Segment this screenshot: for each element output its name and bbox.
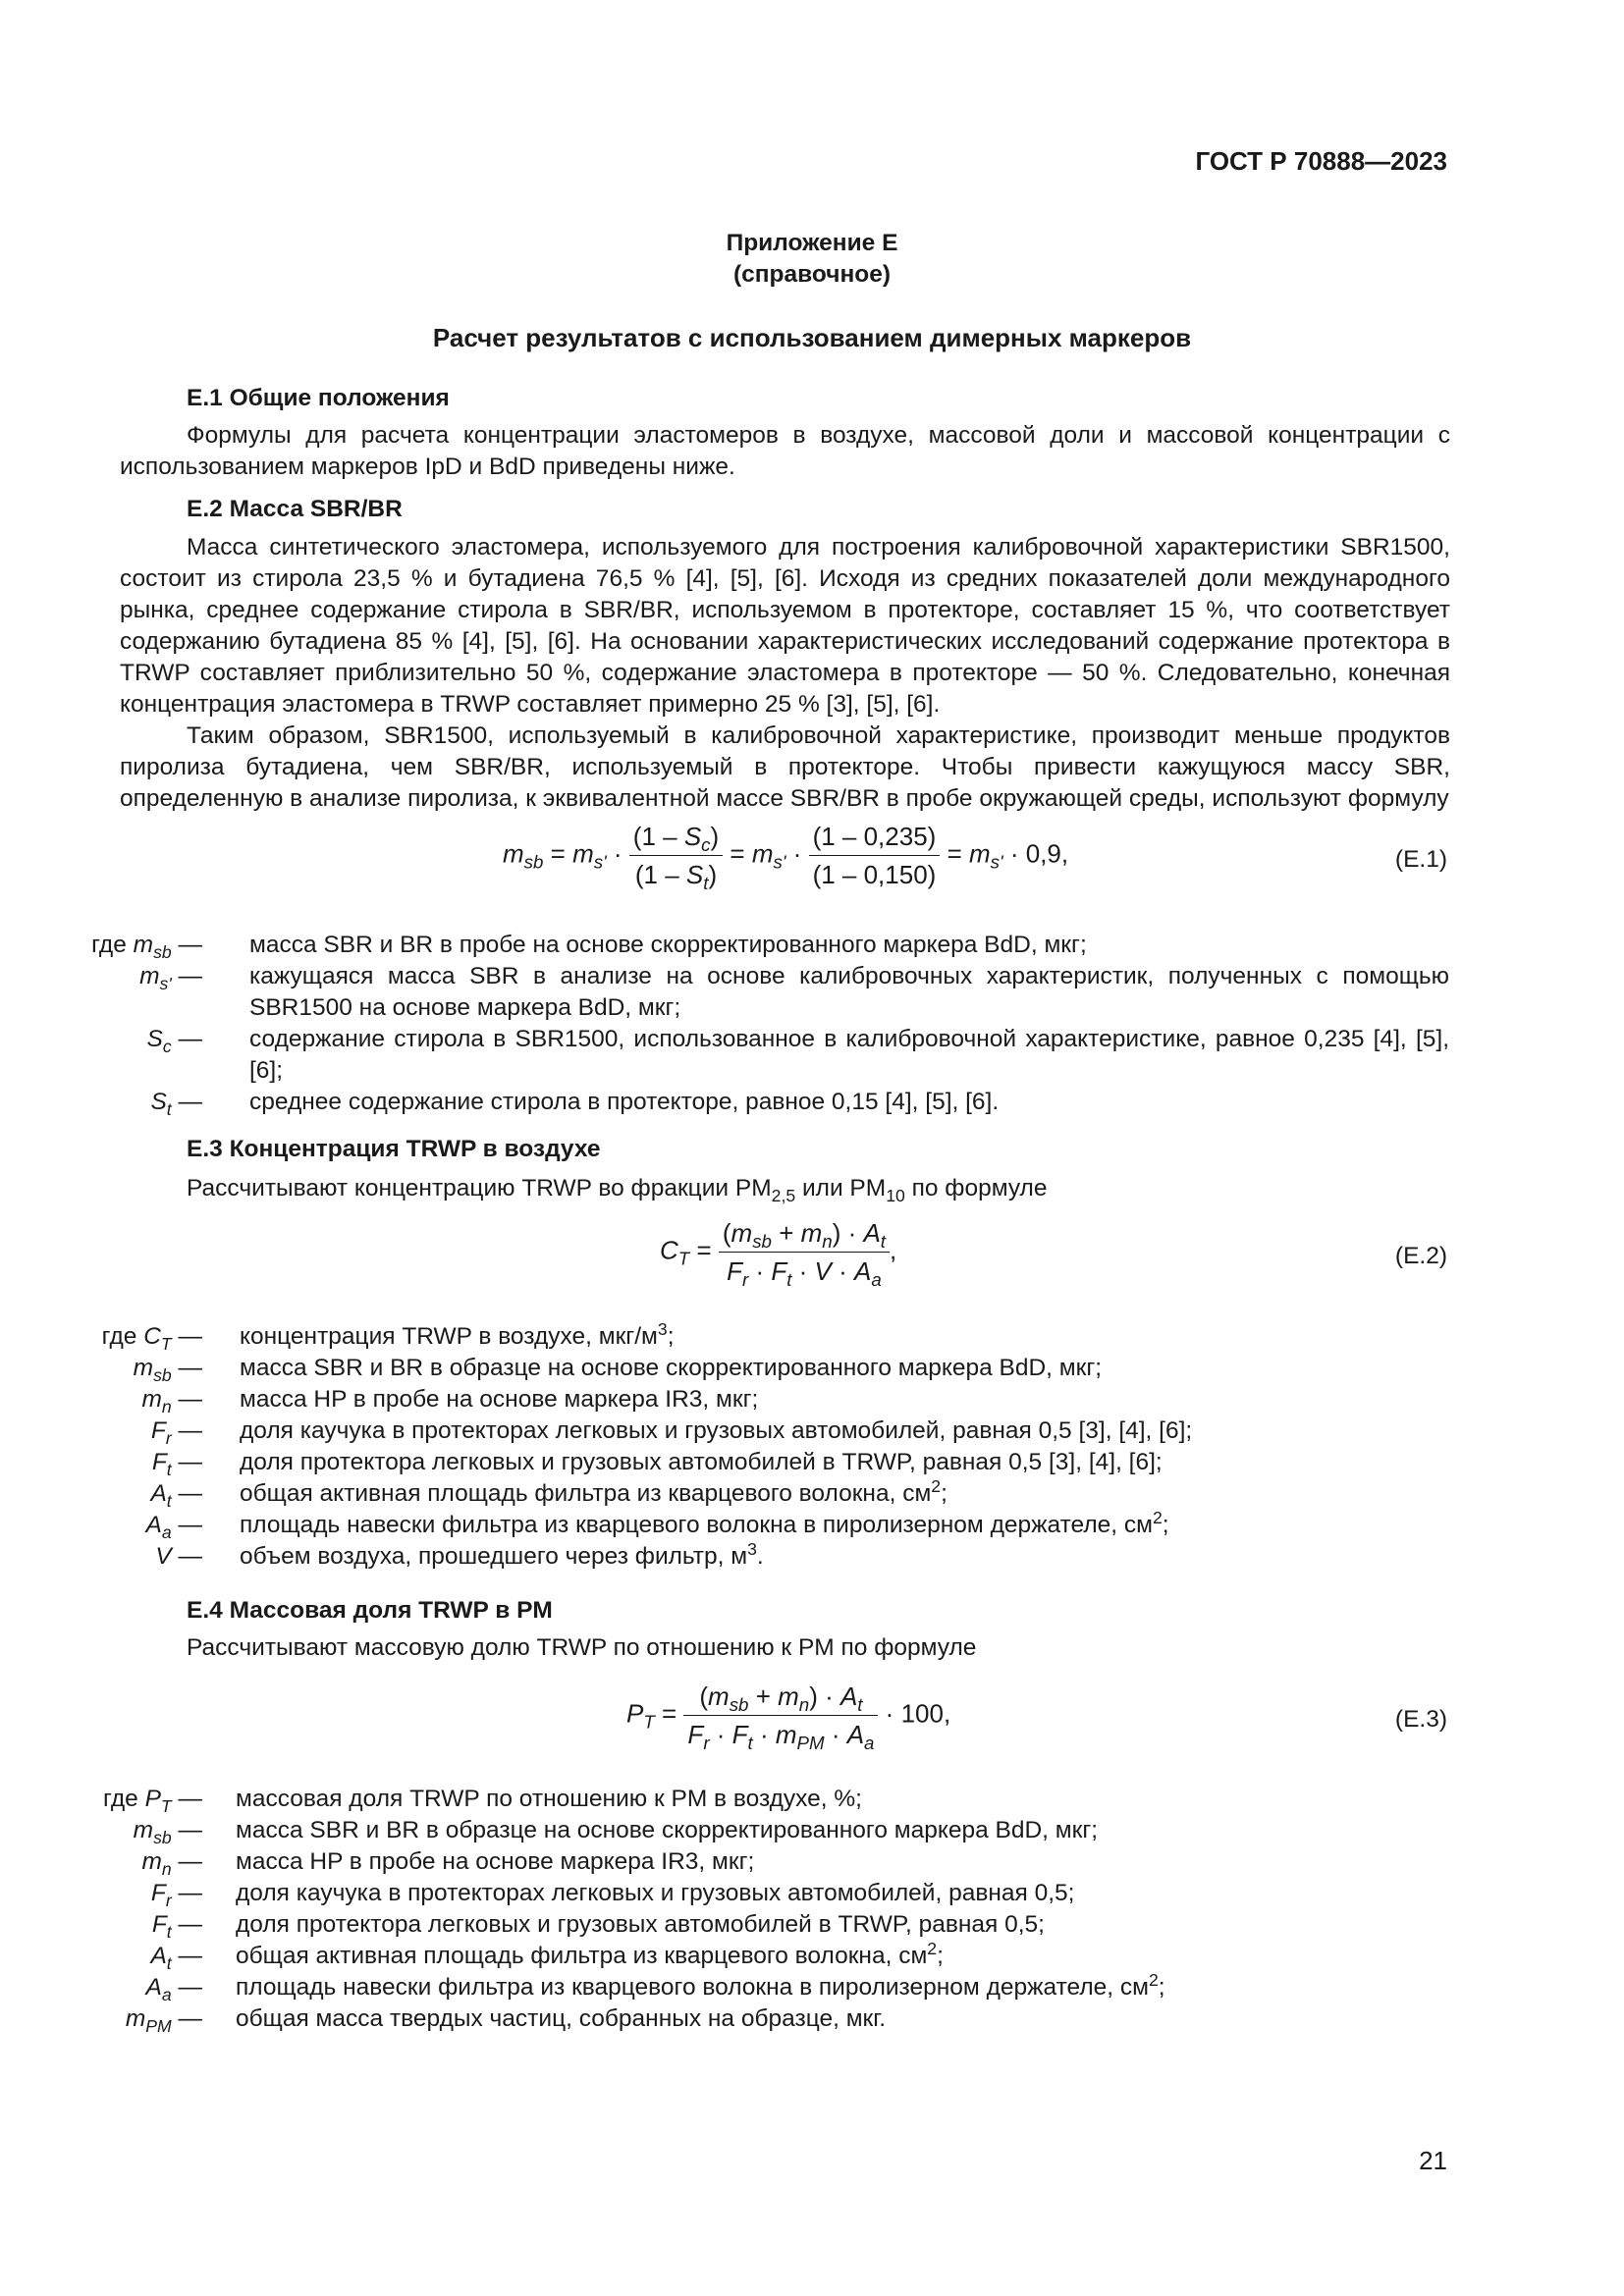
section-e4-intro: Рассчитывают массовую долю TRWP по отношению к PM по формуле bbox=[187, 1634, 977, 1661]
legend-row bbox=[0, 1784, 1624, 1815]
section-e1-text bbox=[120, 420, 1450, 483]
legend-description: доля протектора легковых и грузовых автомобилей в TRWP, равная 0,5 [3], [4], [6]; bbox=[240, 1449, 1163, 1475]
legend-description: кажущаяся масса SBR в анализе на основе калибровочных характеристик, полученных с помощью SBR1500 на основе маркера BdD, мкг; bbox=[249, 963, 1449, 1021]
legend-row bbox=[0, 1538, 1624, 1573]
legend-symbol: где $m_{sb}$ — bbox=[91, 932, 202, 962]
legend-row bbox=[0, 1384, 1624, 1415]
formula-e2 bbox=[0, 1217, 1624, 1296]
legend-symbol: $A_a$ — bbox=[145, 1974, 202, 2004]
legend-row bbox=[0, 1087, 1624, 1118]
formula-e3-expression: $P_T$ = $\frac{(m_{sb} + m_n) \cdot A_t}{F_r \cdot F_t \cdot m_{PM} \cdot A_a}$ · 100, bbox=[626, 1682, 951, 1754]
legend-row bbox=[0, 1024, 1624, 1087]
appendix-title: Приложение Е bbox=[726, 230, 898, 256]
section-e3-intro: Рассчитывают концентрацию TRWP во фракции $PM_{2,5}$ или $PM_{10}$ по формуле bbox=[187, 1175, 1048, 1205]
legend-symbol: $m_{sb}$ — bbox=[133, 1817, 202, 1847]
section-e4-heading: Е.4 Массовая доля TRWP в PM bbox=[187, 1597, 553, 1624]
legend-symbol: $F_t$ — bbox=[151, 1449, 202, 1479]
legend-row bbox=[0, 1475, 1624, 1511]
legend-symbol: $A_t$ — bbox=[150, 1943, 202, 1973]
legend-row bbox=[0, 1507, 1624, 1542]
section-e2-heading: Е.2 Масса SBR/BR bbox=[187, 496, 403, 522]
legend-row bbox=[0, 1447, 1624, 1478]
formula-e1-number: (Е.1) bbox=[1394, 846, 1447, 873]
legend-description: массовая доля TRWP по отношению к PM в воздухе, %; bbox=[236, 1786, 862, 1812]
legend-row bbox=[0, 1415, 1624, 1447]
legend-description: масса SBR и BR в образце на основе скорректированного маркера BdD, мкг; bbox=[240, 1355, 1103, 1381]
legend-description: доля протектора легковых и грузовых автомобилей в TRWP, равная 0,5; bbox=[236, 1911, 1045, 1938]
page-number: 21 bbox=[1419, 2146, 1447, 2175]
paragraph: Масса синтетического эластомера, используемого для построения калибровочной характеристики SBR1500, состоит из стирола 23,5 % и бутадиена 76,5 % [4], [5], [6]. Исходя из средних показателей доли международного рынка, среднее содержание стирола в SBR/BR, используемом в протекторе, составляет 15 %, что соответствует содержанию бутадиена 85 % [4], [5], [6]. На основании характеристических исследований содержание протектора в TRWP составляет приблизительно 50 %, содержание эластомера в протекторе — 50 %. Следовательно, конечная концентрация эластомера в TRWP составляет примерно 25 % [3], [5], [6]. bbox=[120, 534, 1450, 718]
legend-symbol: $F_t$ — bbox=[151, 1911, 202, 1942]
legend-description: доля каучука в протекторах легковых и грузовых автомобилей, равная 0,5; bbox=[236, 1880, 1075, 1906]
formula-e1-expression: $m_{sb} = m_{s'}$ · $\frac{(1 - S_c)}{(1 - S_t)}$ = $m_{s'}$ · $\frac{(1 - 0,235)}{(1 - 0,150)}$ = $m_{s'} \cdot 0,9$, bbox=[503, 822, 1069, 894]
legend-row bbox=[0, 1938, 1624, 1973]
section-e1-heading: Е.1 Общие положения bbox=[187, 385, 450, 411]
formula-e2-legend bbox=[0, 1318, 1624, 1573]
legend-symbol: $A_a$ — bbox=[145, 1512, 202, 1542]
appendix-type: (справочное) bbox=[732, 261, 892, 288]
legend-description: общая активная площадь фильтра из кварцевого волокна, $см^2$; bbox=[240, 1475, 947, 1507]
formula-e2-number: (Е.2) bbox=[1394, 1243, 1447, 1269]
document-title: Расчет результатов с использованием димерных маркеров bbox=[432, 323, 1192, 352]
legend-description: масса SBR и BR в образце на основе скорректированного маркера BdD, мкг; bbox=[236, 1817, 1099, 1843]
legend-row bbox=[0, 1846, 1624, 1878]
legend-row bbox=[0, 1878, 1624, 1909]
legend-description: доля каучука в протекторах легковых и грузовых автомобилей, равная 0,5 [3], [4], [6]; bbox=[240, 1417, 1193, 1444]
legend-symbol: $F_r$ — bbox=[150, 1880, 202, 1910]
legend-row bbox=[0, 1815, 1624, 1846]
formula-e3 bbox=[0, 1681, 1624, 1759]
legend-symbol: $S_c$ — bbox=[146, 1026, 202, 1056]
legend-description: среднее содержание стирола в протекторе, равное 0,15 [4], [5], [6]. bbox=[249, 1089, 1000, 1115]
standard-number: ГОСТ Р 70888—2023 bbox=[1195, 146, 1447, 176]
legend-description: содержание стирола в SBR1500, использованное в калибровочной характеристике, равное 0,235 [4], [5], [6]; bbox=[249, 1026, 1449, 1084]
legend-description: концентрация TRWP в воздухе, мкг/$м^3$; bbox=[240, 1318, 675, 1350]
section-e2-text bbox=[120, 532, 1450, 815]
legend-symbol: $F_r$ — bbox=[150, 1417, 202, 1448]
legend-description: масса HP в пробе на основе маркера IR3, мкг; bbox=[236, 1848, 755, 1875]
legend-symbol: $m_n$ — bbox=[141, 1386, 202, 1416]
legend-symbol: где $P_T$ — bbox=[102, 1786, 202, 1816]
legend-symbol: $m_n$ — bbox=[141, 1848, 202, 1879]
section-e3-heading: Е.3 Концентрация TRWP в воздухе bbox=[187, 1136, 601, 1162]
paragraph: Таким образом, SBR1500, используемый в калибровочной характеристике, производит меньше продуктов пиролиза бутадиена, чем SBR/BR, используемый в протекторе. Чтобы привести кажущуюся массу SBR, определенную в анализе пиролиза, к эквивалентной массе SBR/BR в пробе окружающей среды, используют формулу bbox=[120, 722, 1450, 812]
legend-row bbox=[0, 1318, 1624, 1354]
legend-description: общая масса твердых частиц, собранных на образце, мкг. bbox=[236, 2005, 887, 2032]
legend-symbol: $S_t$ — bbox=[150, 1089, 202, 1119]
legend-row bbox=[0, 1353, 1624, 1384]
legend-symbol: $A_t$ — bbox=[150, 1480, 202, 1511]
legend-row bbox=[0, 961, 1624, 1024]
legend-description: масса HP в пробе на основе маркера IR3, мкг; bbox=[240, 1386, 759, 1413]
legend-description: площадь навески фильтра из кварцевого волокна в пиролизерном держателе, $см^2$; bbox=[236, 1969, 1165, 2001]
formula-e3-number: (Е.3) bbox=[1394, 1706, 1447, 1733]
legend-description: объем воздуха, прошедшего через фильтр, $м^3$. bbox=[240, 1538, 764, 1570]
legend-description: масса SBR и BR в пробе на основе скорректированного маркера BdD, мкг; bbox=[249, 932, 1087, 958]
formula-e2-expression: $C_T$ = $\frac{(m_{sb} + m_n) \cdot A_t}{F_r \cdot F_t \cdot V \cdot A_a}$ , bbox=[660, 1218, 897, 1291]
paragraph: Формулы для расчета концентрации эластомеров в воздухе, массовой доли и массовой концентрации с использованием маркеров IpD и BdD приведены ниже. bbox=[120, 422, 1450, 480]
legend-description: общая активная площадь фильтра из кварцевого волокна, $см^2$; bbox=[236, 1938, 944, 1969]
formula-e3-legend bbox=[0, 1784, 1624, 2035]
legend-row bbox=[0, 1969, 1624, 2004]
legend-symbol: $m_{PM}$ — bbox=[125, 2005, 202, 2036]
legend-row bbox=[0, 2003, 1624, 2035]
formula-e1-legend bbox=[0, 930, 1624, 1118]
legend-symbol: $m_{sb}$ — bbox=[133, 1355, 202, 1385]
legend-symbol: где $C_T$ — bbox=[101, 1323, 202, 1354]
formula-e1 bbox=[0, 821, 1624, 899]
legend-row bbox=[0, 1909, 1624, 1941]
legend-row bbox=[0, 930, 1624, 961]
legend-symbol: $m_{s'}$ — bbox=[139, 963, 202, 993]
legend-symbol: V — bbox=[155, 1543, 202, 1570]
legend-description: площадь навески фильтра из кварцевого волокна в пиролизерном держателе, $см^2$; bbox=[240, 1507, 1169, 1538]
